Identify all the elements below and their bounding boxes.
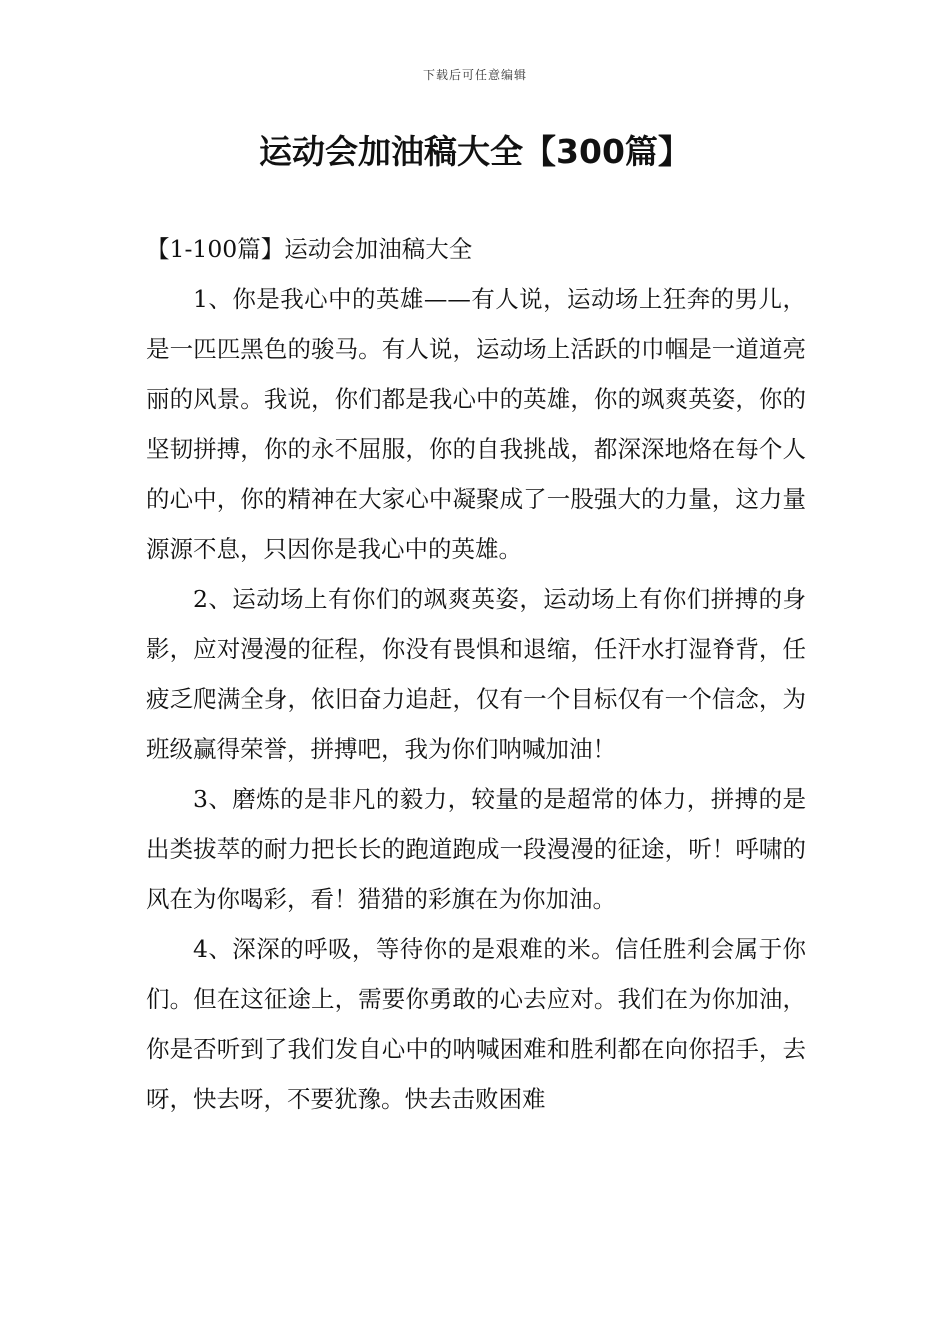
document-body [146, 224, 806, 1124]
paragraph-4: 4、深深的呼吸，等待你的是艰难的米。信任胜利会属于你们。但在这征途上，需要你勇敢的心去应对。我们在为你加油，你是否听到了我们发自心中的呐喊困难和胜利都在向你招手，去呀，快去呀，不要犹豫。快去击败困难 [146, 935, 806, 1113]
document-title: 运动会加油稿大全【300篇】 [259, 132, 691, 171]
paragraph-3: 3、磨炼的是非凡的毅力，较量的是超常的体力，拼搏的是出类拔萃的耐力把长长的跑道跑成一段漫漫的征途，听！呼啸的风在为你喝彩，看！猎猎的彩旗在为你加油。 [146, 785, 806, 913]
paragraph-1: 1、你是我心中的英雄——有人说，运动场上狂奔的男儿，是一匹匹黑色的骏马。有人说，运动场上活跃的巾帼是一道道亮丽的风景。我说，你们都是我心中的英雄，你的飒爽英姿，你的坚韧拼搏，你的永不屈服，你的自我挑战，都深深地烙在每个人的心中，你的精神在大家心中凝聚成了一股强大的力量，这力量源源不息，只因你是我心中的英雄。 [146, 285, 806, 563]
header-note: 下载后可任意编辑 [422, 68, 527, 82]
paragraph-2: 2、运动场上有你们的飒爽英姿，运动场上有你们拼搏的身影，应对漫漫的征程，你没有畏惧和退缩，任汗水打湿脊背，任疲乏爬满全身，依旧奋力追赶，仅有一个目标仅有一个信念，为班级赢得荣誉，拼搏吧，我为你们呐喊加油！ [146, 585, 806, 763]
section-heading: 【1-100篇】运动会加油稿大全 [146, 235, 473, 263]
